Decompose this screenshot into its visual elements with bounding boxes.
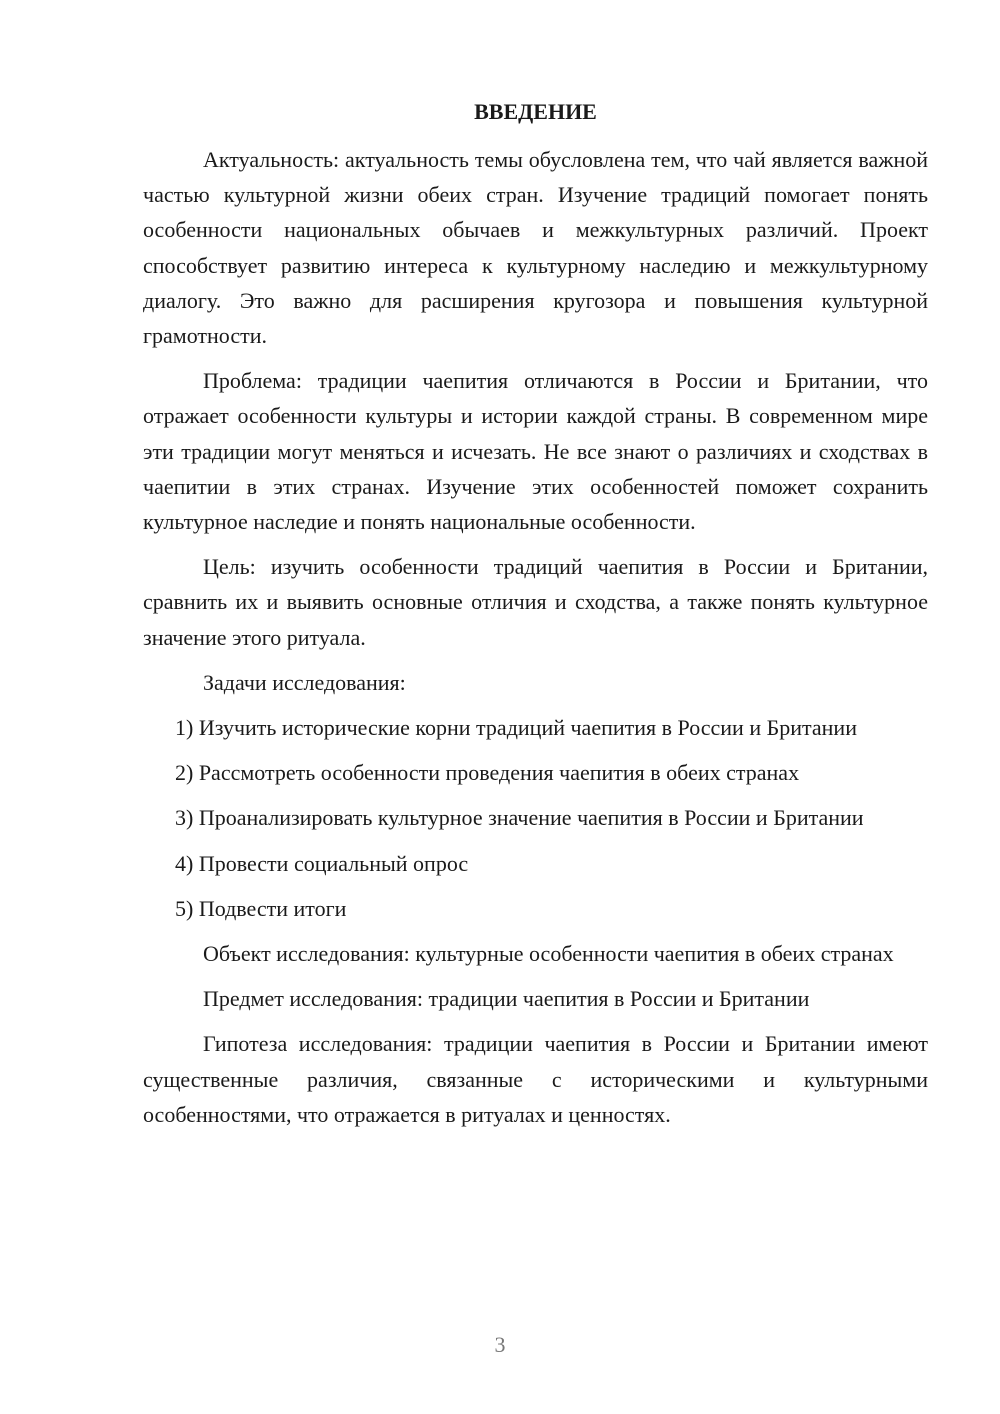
task-item: 5) Подвести итоги	[175, 895, 347, 921]
subject-paragraph: Предмет исследования: традиции чаепития в России и Британии	[203, 986, 810, 1012]
task-item: 4) Провести социальный опрос	[175, 850, 469, 876]
tasks-title: Задачи исследования:	[203, 669, 406, 695]
page-number: 3	[494, 1332, 506, 1357]
document-body	[143, 94, 928, 1142]
task-item: 3) Проанализировать культурное значение чаепития в России и Британии	[175, 805, 864, 831]
section-heading: ВВЕДЕНИЕ	[474, 99, 597, 124]
relevance-paragraph: Актуальность: актуальность темы обусловлена тем, что чай является важной частью культурной жизни обеих стран. Изучение традиций помогает понять особенности национальных обычаев и межкультурных различий. Проект способствует развитию интереса к культурному наследию и межкультурному диалогу. Это важно для расширения кругозора и повышения культурной грамотности.	[143, 147, 928, 349]
problem-paragraph: Проблема: традиции чаепития отличаются в России и Британии, что отражает особенности культуры и истории каждой страны. В современном мире эти традиции могут меняться и исчезать. Не все знают о различиях и сходствах в чаепитии в этих странах. Изучение этих особенностей поможет сохранить культурное наследие и понять национальные особенности.	[143, 368, 928, 535]
task-item: 1) Изучить исторические корни традиций чаепития в России и Британии	[175, 715, 857, 741]
goal-paragraph: Цель: изучить особенности традиций чаепития в России и Британии, сравнить их и выявить основные отличия и сходства, а также понять культурное значение этого ритуала.	[143, 554, 928, 650]
task-item: 2) Рассмотреть особенности проведения чаепития в обеих странах	[175, 760, 800, 786]
object-paragraph: Объект исследования: культурные особенности чаепития в обеих странах	[203, 941, 894, 967]
hypothesis-paragraph: Гипотеза исследования: традиции чаепития в России и Британии имеют существенные различия, связанные с историческими и культурными особенностями, что отражается в ритуалах и ценностях.	[143, 1031, 928, 1127]
